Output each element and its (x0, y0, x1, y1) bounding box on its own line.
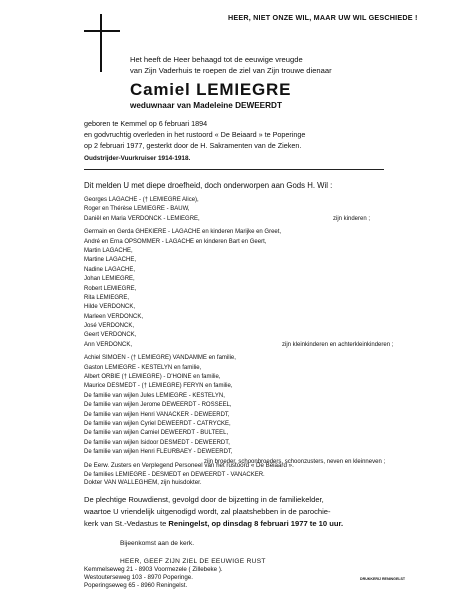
deceased-name: Camiel LEMIEGRE (130, 80, 292, 99)
list-item: José VERDONCK, (84, 323, 135, 330)
list-item (84, 341, 394, 350)
service-location: kerk van St.-Vedastus te (84, 519, 169, 528)
list-item: Johan LEMIEGRE, (84, 276, 135, 283)
divider (84, 169, 384, 170)
list-item: Georges LAGACHE - († LEMIEGRE Alice), (84, 197, 199, 203)
list-item: Roger en Thérèse LEMIEGRE - BAUW, (84, 206, 190, 213)
list-item: De familie van wijlen Jules LEMIEGRE - KESTELYN, (84, 392, 225, 399)
families-line: De families LEMIEGRE - DESMEDT en DEWEERDT - VANACKER. (84, 471, 265, 478)
list-item: De familie van wijlen Henri VANACKER - DEWEERDT, (84, 411, 230, 418)
list-item: De familie van wijlen Isidoor DESMEDT - DEWEERDT, (84, 439, 230, 446)
announcement: Dit melden U met diepe droefheid, doch onderworpen aan Gods H. Wil : (84, 181, 333, 190)
children-note: zijn kinderen ; (333, 215, 371, 222)
prayer-line: HEER, GEEF ZIJN ZIEL DE EEUWIGE RUST (120, 558, 266, 565)
service-date: Reningelst, op dinsdag 8 februari 1977 te 10 uur. (168, 519, 344, 528)
widower-line: weduwnaar van Madeleine DEWEERDT (130, 101, 282, 110)
service-line-3 (84, 519, 343, 528)
list-item: De familie van wijlen Henri FLEURBAEY - DEWEERDT, (84, 449, 233, 456)
doctor-line: Dokter VAN WALLEGHEM, zijn huisdokter. (84, 479, 202, 486)
list-item: De familie van wijlen Jerome DEWEERDT - ROSSEEL, (84, 402, 232, 409)
list-item: Hilde VERDONCK, (84, 304, 136, 311)
list-item: Martin LAGACHE, (84, 247, 133, 254)
biography-line-2: en godvruchtig overleden in het rustoord « De Beiaard » te Poperinge (84, 130, 306, 139)
intro-line-1: Het heeft de Heer behaagd tot de eeuwige vreugde (130, 55, 303, 64)
list-item: Gaston LEMIEGRE - KESTELYN en familie, (84, 364, 202, 371)
intro-line-2: van Zijn Vaderhuis te roepen de ziel van Zijn trouwe dienaar (130, 66, 332, 75)
list-item: Maurice DESMEDT - († LEMIEGRE) FERYN en familie, (84, 383, 233, 390)
burial-line: Bijeenkomst aan de kerk. (120, 540, 195, 547)
service-line-1: De plechtige Rouwdienst, gevolgd door de bijzetting in de familiekelder, (84, 495, 324, 504)
list-item: De familie van wijlen Camiel DEWEERDT - BULTEEL, (84, 430, 229, 437)
printer-mark: DRUKKERIJ RENINGELST (360, 577, 406, 581)
list-item-text: Daniël en Maria VERDONCK - LEMIEGRE, (84, 215, 200, 222)
motto: HEER, NIET ONZE WIL, MAAR UW WIL GESCHIEDE ! (228, 13, 418, 22)
list-item: Robert LEMIEGRE, (84, 285, 137, 292)
list-item: Marleen VERDONCK, (84, 313, 144, 320)
relatives-note: zijn broeder, schoonbroeders, schoonzusters, neven en kleinneven ; (204, 458, 386, 465)
list-item: Achiel SIMOEN - († LEMIEGRE) VANDAMME en familie, (84, 355, 236, 362)
list-item: Rita LEMIEGRE, (84, 294, 130, 301)
list-item: Germain en Gerda GHEKIERE - LAGACHE en kinderen Marijke en Greet, (84, 229, 282, 236)
list-item-text: Ann VERDONCK, (84, 341, 133, 348)
list-item (84, 215, 394, 224)
service-line-2: waartoe U vriendelijk uitgenodigd wordt, zal plaatshebben in de parochie- (84, 507, 331, 516)
address-line-2: Westouterseweg 103 - 8970 Poperinge. (84, 574, 193, 581)
address-line-3: Poperingseweg 65 - 8960 Reningelst. (84, 582, 188, 589)
grandchildren-note: zijn kleinkinderen en achterkleinkinderen ; (282, 341, 394, 348)
list-item: Albert ORBIE († LEMIEGRE) - D'HOINE en familie, (84, 374, 221, 381)
veteran-line: Oudstrijder-Vuurkruiser 1914-1918. (84, 155, 191, 162)
biography-line-1: geboren te Kemmel op 6 februari 1894 (84, 119, 208, 128)
list-item: André en Erna OPSOMMER - LAGACHE en kinderen Bart en Geert, (84, 238, 267, 245)
cross-icon (84, 14, 120, 72)
address-line-1: Kemmelseweg 21 - 8903 Voormezele ( Zillebeke ). (84, 566, 223, 573)
list-item: De familie van wijlen Cyriel DEWEERDT - CATRYCKE, (84, 420, 231, 427)
staff-line: De Eerw. Zusters en Verplegend Personeel van het rustoord « De Beiaard ». (84, 462, 294, 469)
biography-line-3: op 2 februari 1977, gesterkt door de H. Sakramenten van de Zieken. (84, 141, 302, 150)
list-item: Nadine LAGACHE, (84, 266, 136, 273)
list-item: Martine LAGACHE, (84, 257, 137, 264)
list-item: Geert VERDONCK, (84, 332, 137, 339)
family-list (84, 196, 394, 480)
